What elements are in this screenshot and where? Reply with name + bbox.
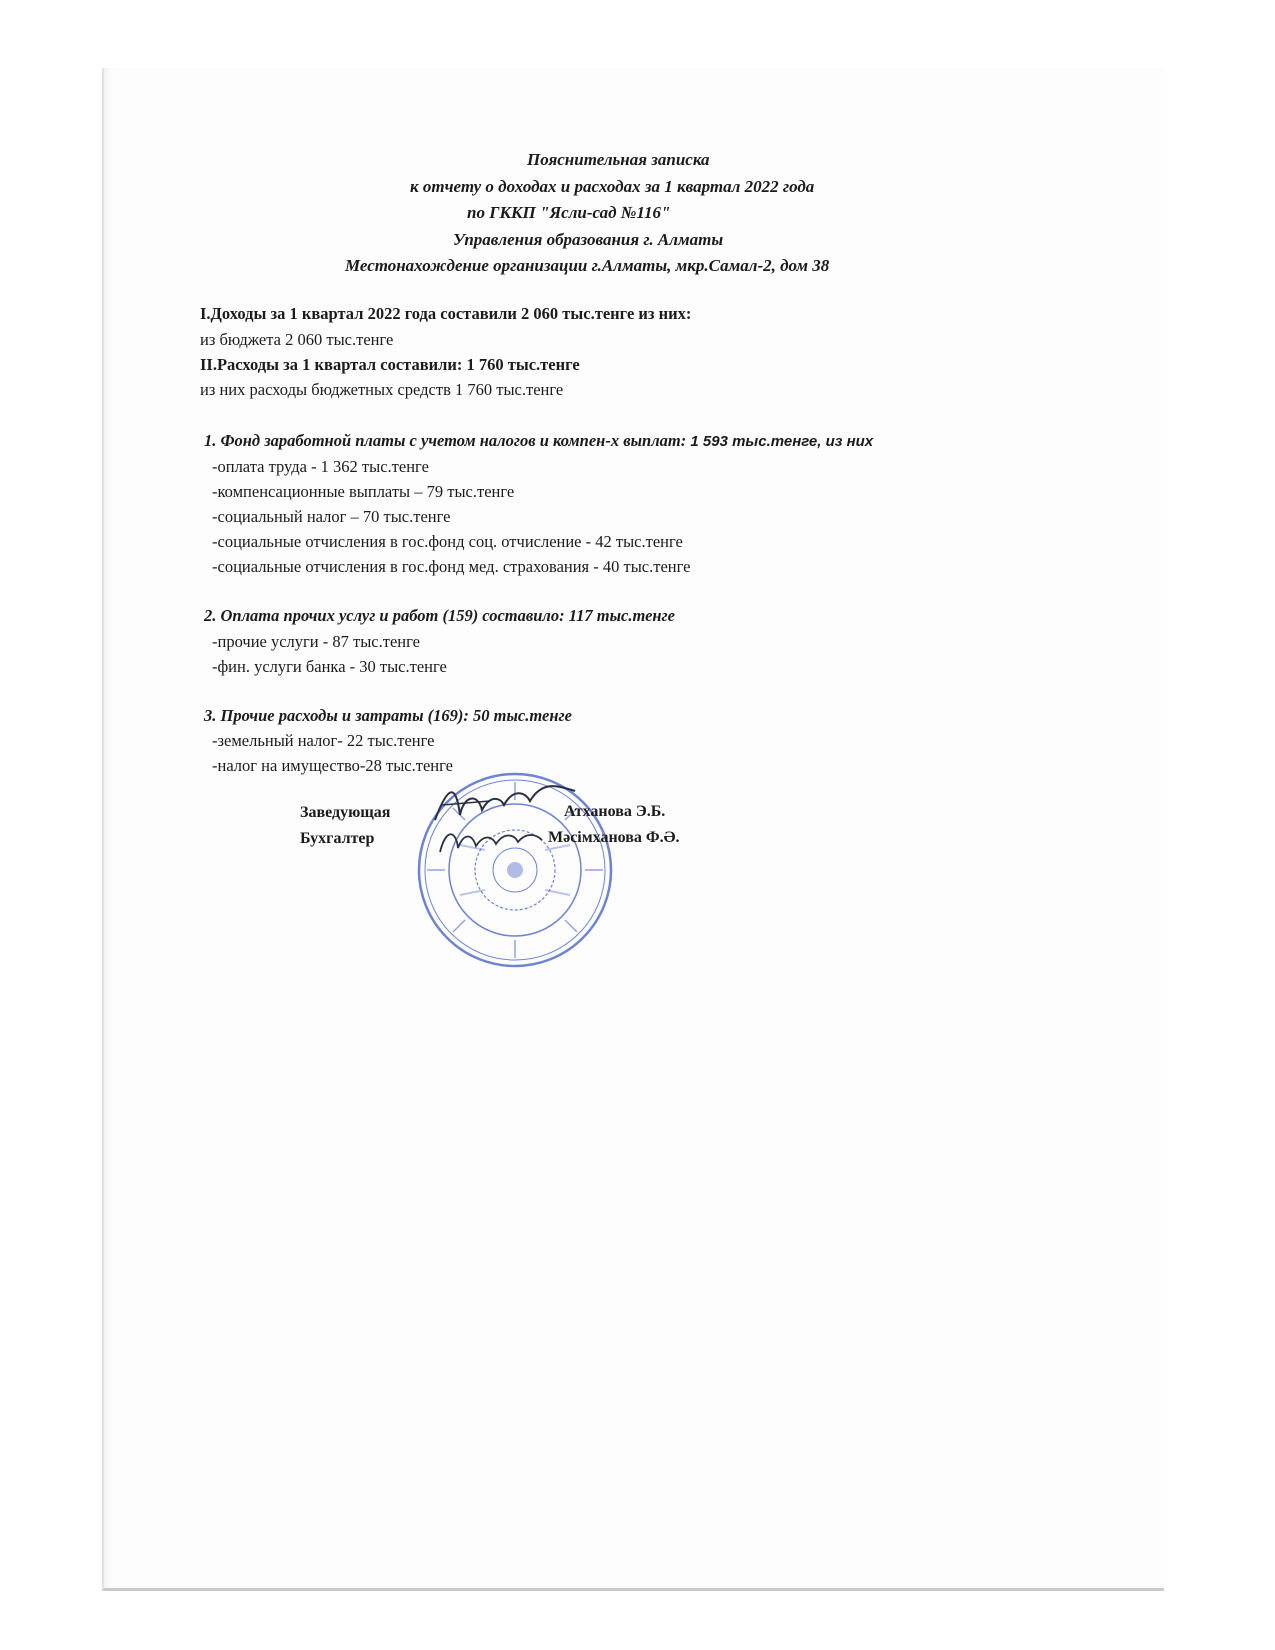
- section1-item: -социальные отчисления в гос.фонд соц. отчисление - 42 тыс.тенге: [212, 532, 683, 551]
- accountant-role: Бухгалтер: [300, 830, 375, 847]
- head-name: Атханова Э.Б.: [564, 803, 666, 820]
- section2-item: -прочие услуги - 87 тыс.тенге: [212, 632, 420, 651]
- income-detail: из бюджета 2 060 тыс.тенге: [200, 330, 394, 349]
- organization-address: Местонахождение организации г.Алматы, мкр.Самал-2, дом 38: [345, 256, 830, 275]
- expenses-heading: II.Расходы за 1 квартал составили: 1 760 тыс.тенге: [200, 355, 580, 374]
- section1-item: -компенсационные выплаты – 79 тыс.тенге: [212, 482, 515, 501]
- accountant-name: Мәсімханова Ф.Ә.: [548, 829, 680, 846]
- section3-item: -налог на имущество-28 тыс.тенге: [212, 756, 453, 775]
- accountant-signature-icon: [436, 822, 546, 862]
- section1-item: -социальные отчисления в гос.фонд мед. страхования - 40 тыс.тенге: [212, 557, 691, 576]
- section1-heading: [204, 431, 873, 451]
- income-heading: I.Доходы за 1 квартал 2022 года составили 2 060 тыс.тенге из них:: [200, 304, 692, 323]
- section1-item: -оплата труда - 1 362 тыс.тенге: [212, 457, 429, 476]
- document-title: Пояснительная записка: [527, 150, 710, 169]
- head-role: Заведующая: [300, 804, 391, 821]
- section2-item: -фин. услуги банка - 30 тыс.тенге: [212, 657, 447, 676]
- organization-name: по ГККП "Ясли-сад №116": [467, 203, 671, 222]
- department-name: Управления образования г. Алматы: [453, 230, 724, 249]
- section1-item: -социальный налог – 70 тыс.тенге: [212, 507, 451, 526]
- expenses-detail: из них расходы бюджетных средств 1 760 тыс.тенге: [200, 380, 564, 399]
- section1-heading-main: 1. Фонд заработной платы с учетом налогов и компен-х выплат:: [204, 431, 691, 450]
- section2-heading: 2. Оплата прочих услуг и работ (159) составило: 117 тыс.тенге: [204, 606, 675, 625]
- section1-heading-tail: 1 593 тыс.тенге, из них: [690, 433, 874, 450]
- section3-heading: 3. Прочие расходы и затраты (169): 50 тыс.тенге: [204, 706, 572, 725]
- report-subtitle: к отчету о доходах и расходах за 1 квартал 2022 года: [410, 177, 815, 196]
- section3-item: -земельный налог- 22 тыс.тенге: [212, 731, 435, 750]
